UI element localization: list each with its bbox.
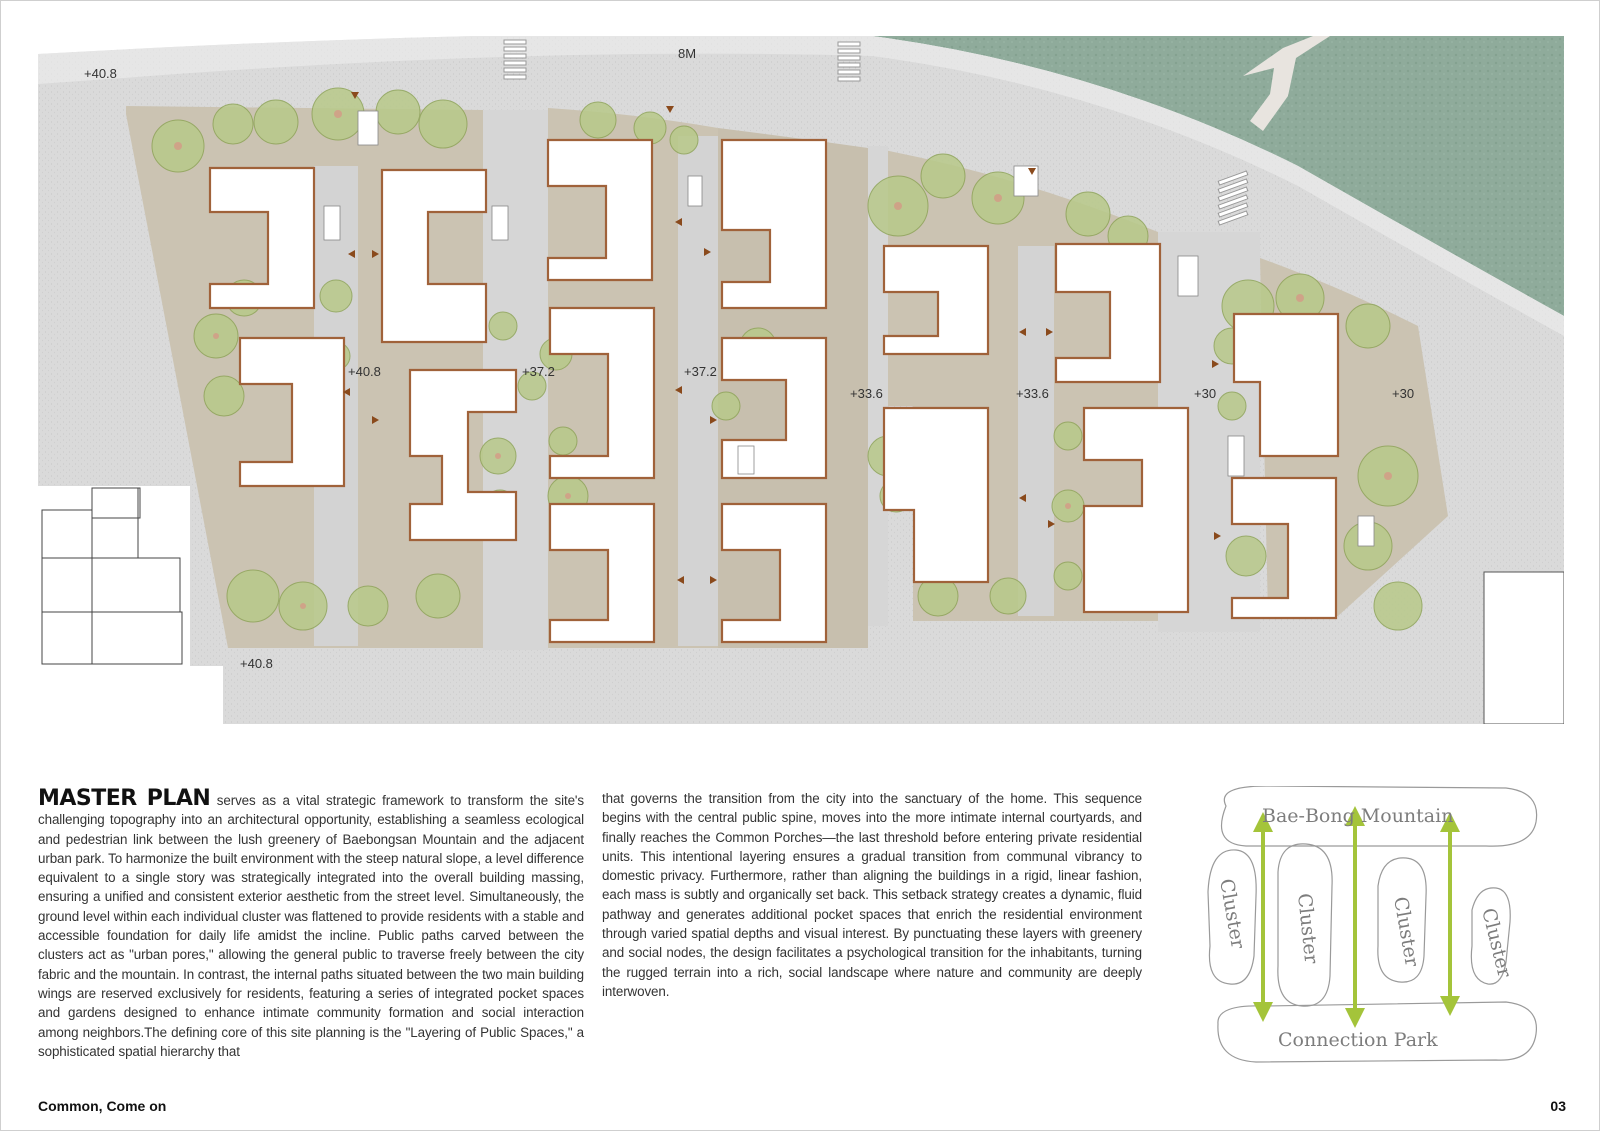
building-2d bbox=[722, 140, 826, 308]
cluster-label: Cluster bbox=[1389, 895, 1423, 969]
mountain-label: Bae-Bong Mountain bbox=[1262, 805, 1454, 827]
description-column-1 bbox=[38, 786, 584, 1061]
description-text-2: that governs the transition from the city into the sanctuary of the home. This sequence begins with the central public spine, moves into the more intimate internal courtyards, and finally reaches the Common Porches—the last threshold before entering private residential units. This intentional layering ensures a gradual transition from communal vibrancy to domestic privacy. Furthermore, rather than aligning the buildings in a rigid, linear fashion, each mass is subtly and organically set back. This setback strategy creates a dynamic, fluid pathway and generates additional pocket spaces that enrich the residential environment through varied spatial depths and visual interest. By punctuating these layers with greenery and social nodes, the design facilitates a psychological transition for the inhabitants, turning the rugged terrain into a rich, social landscape where nature and community are deeply interwoven. bbox=[602, 791, 1142, 999]
elevation-label: +37.2 bbox=[522, 364, 555, 379]
concept-diagram bbox=[1206, 786, 1546, 1086]
elevation-label: +40.8 bbox=[348, 364, 381, 379]
building-3d bbox=[1084, 408, 1188, 612]
footer-title: Common, Come on bbox=[38, 1098, 167, 1114]
description-text-1: serves as a vital strategic framework to transform the site's challenging topography into an architectural opportunity, establishing a seamless ecological and pedestrian link between the lush greenery of Baebongsan Mountain and the adjacent urban park. To harmonize the built environment with the steep natural slope, a level difference equivalent to a single story was strategically integrated into the overall building massing, ensuring a unified and consistent exterior aesthetic from the street level. Simultaneously, the ground level within each individual cluster was flattened to provide residents with a stable and accessible foundation for daily life amidst the incline. Public paths carved between the clusters act as "urban pores," allowing the general public to traverse freely between the city fabric and the mountain. In contrast, the internal paths situated between the two main building wings are reserved exclusively for residents, featuring a series of integrated pocket spaces and gardens designed to enhance intimate community formation and social interaction among neighbors.The defining core of this site planning is the "Layering of Public Spaces," a sophisticated spatial hierarchy that bbox=[38, 793, 584, 1059]
elevation-label: +30 bbox=[1392, 386, 1415, 401]
elevation-label: +33.6 bbox=[1016, 386, 1049, 401]
cluster-label: Cluster bbox=[1477, 905, 1516, 980]
flow-arrows bbox=[1253, 806, 1460, 1028]
right-parcel bbox=[1484, 572, 1564, 724]
cluster-label: Cluster bbox=[1293, 892, 1323, 965]
road-width-label: 8M bbox=[678, 46, 697, 61]
master-plan-drawing bbox=[38, 36, 1564, 724]
master-plan-heading: MASTER PLAN bbox=[38, 786, 211, 811]
elevation-label: +37.2 bbox=[684, 364, 717, 379]
description-column-2 bbox=[602, 789, 1142, 1001]
cluster-label: Cluster bbox=[1215, 877, 1249, 951]
page-number: 03 bbox=[1550, 1098, 1566, 1114]
elevation-label: +30 bbox=[1194, 386, 1217, 401]
park-label: Connection Park bbox=[1278, 1029, 1438, 1051]
elevation-label: +40.8 bbox=[240, 656, 273, 671]
elevation-label: +33.6 bbox=[850, 386, 883, 401]
elevation-label: +40.8 bbox=[84, 66, 117, 81]
